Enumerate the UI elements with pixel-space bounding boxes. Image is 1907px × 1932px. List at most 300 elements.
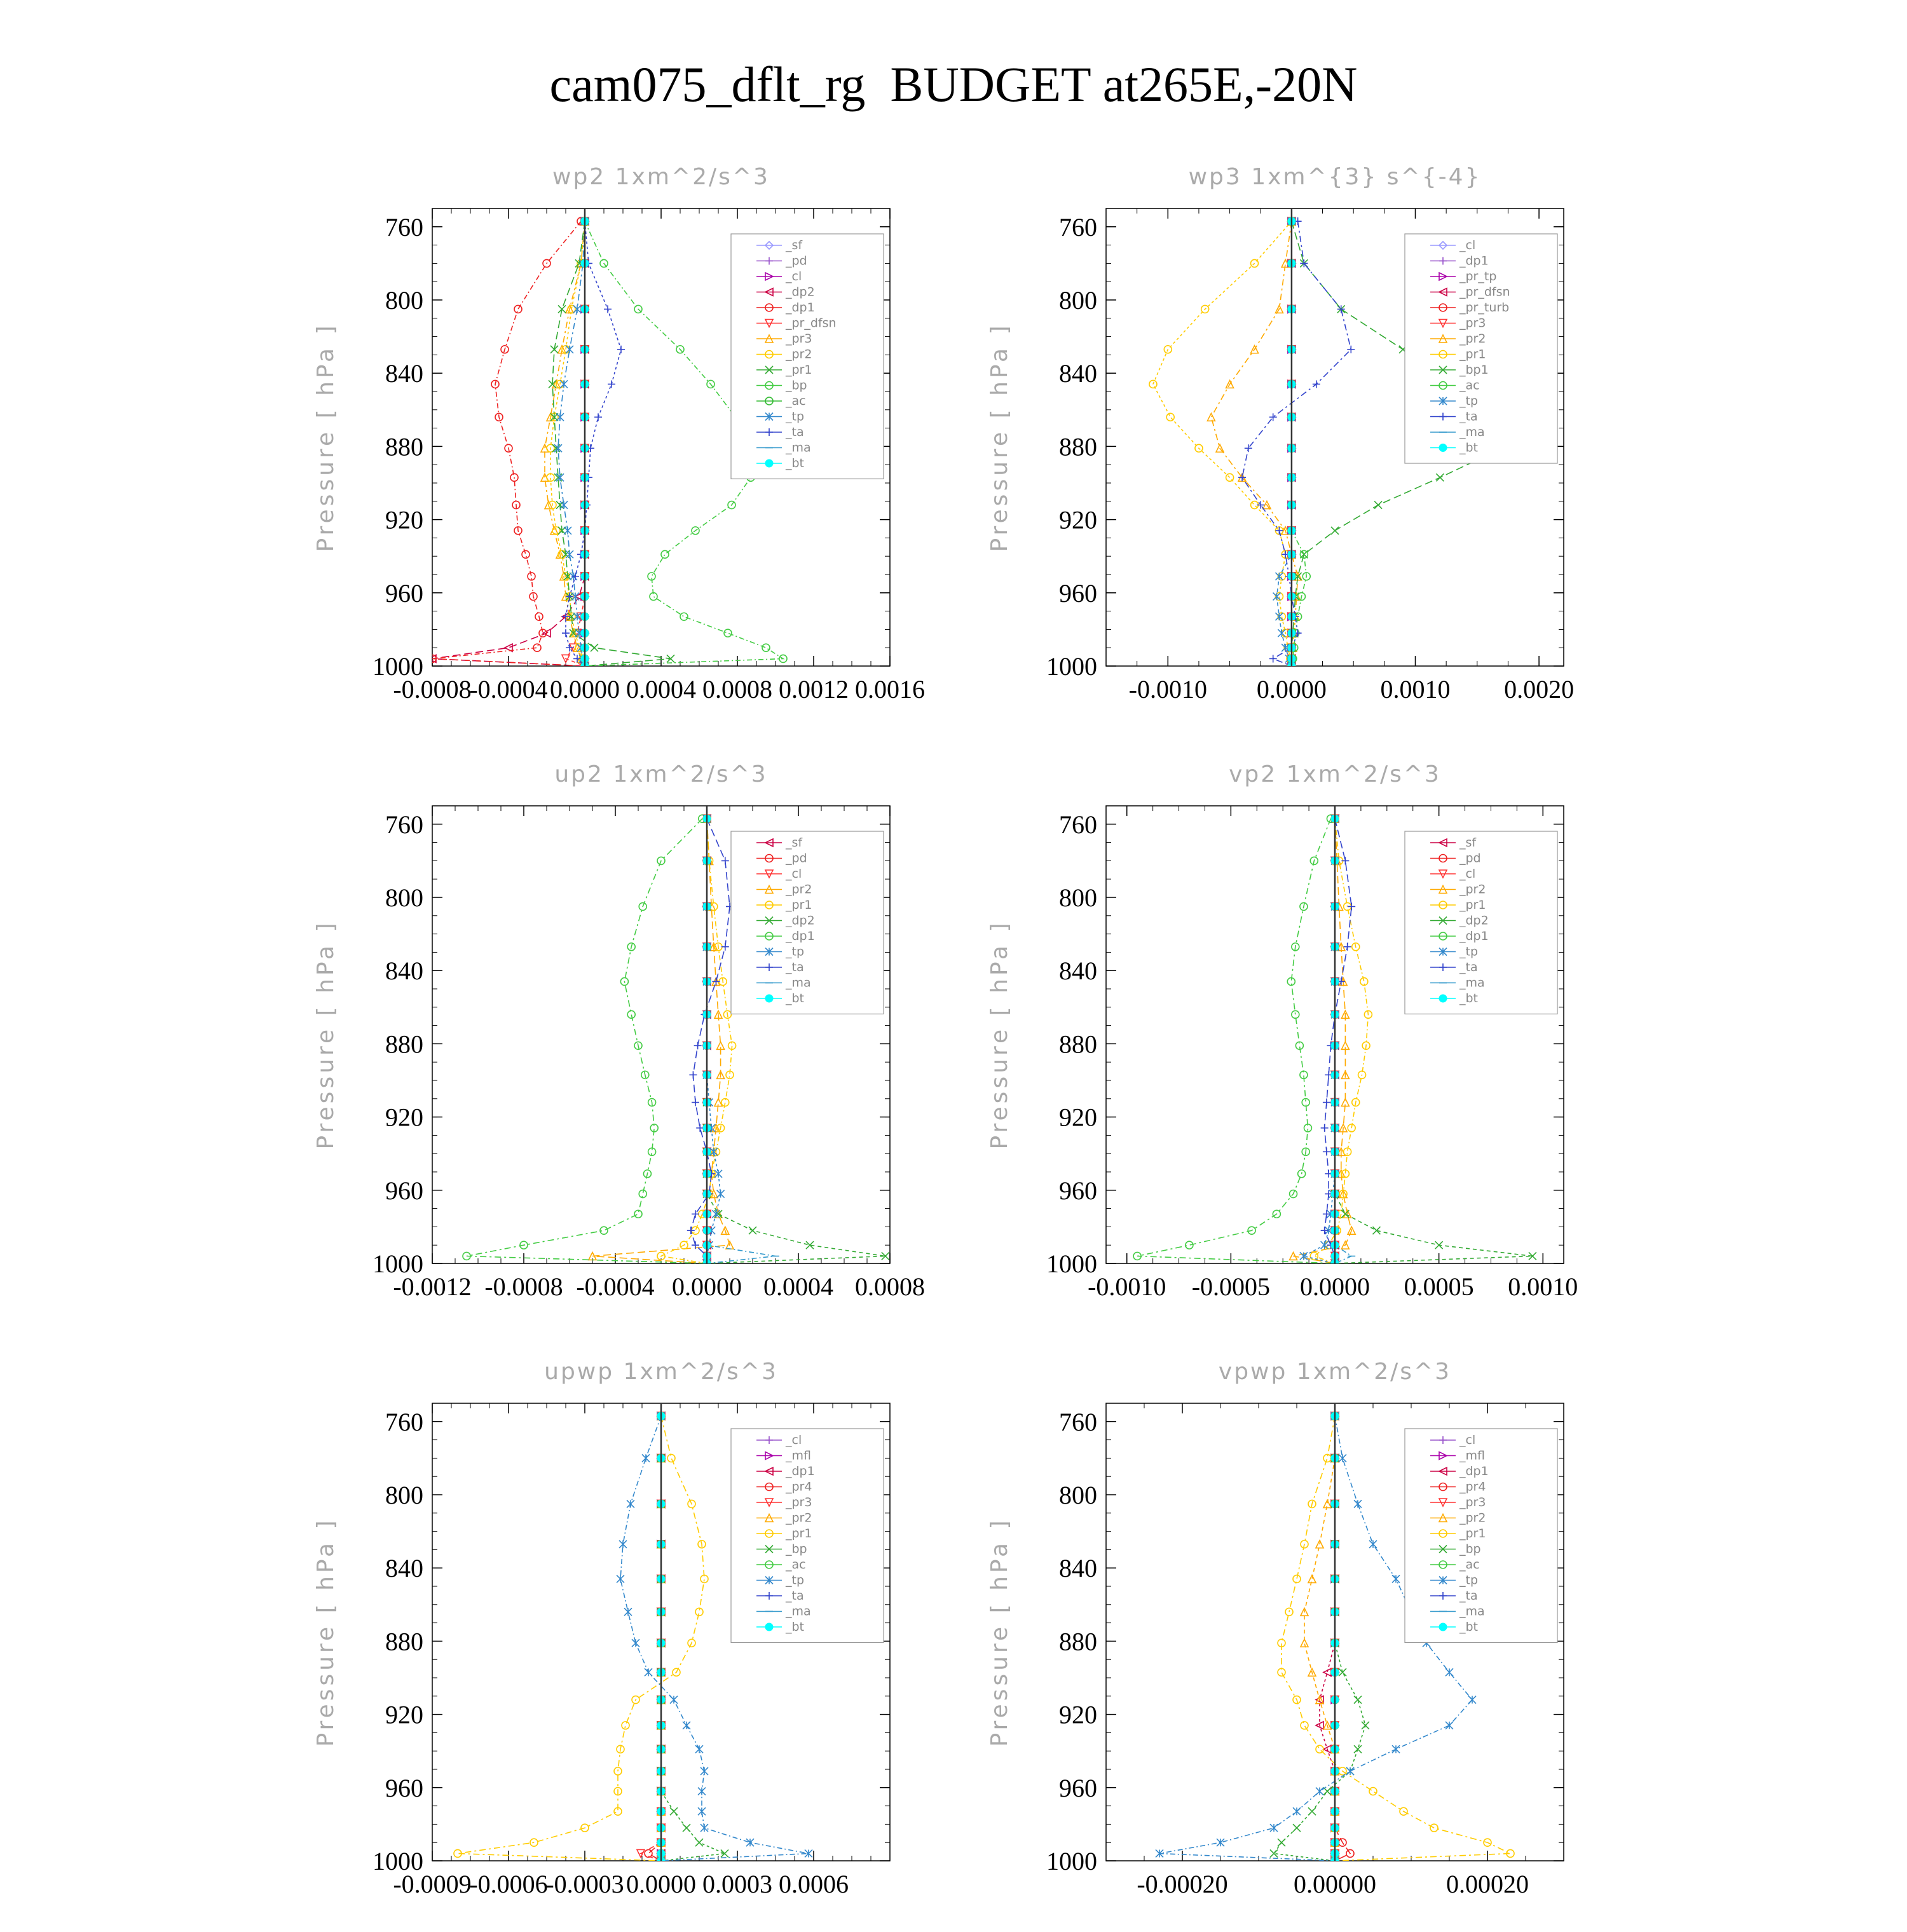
data-point: [1331, 527, 1339, 534]
legend-label: _dp1: [1459, 254, 1489, 268]
x-tick-label: 0.0006: [779, 1870, 849, 1898]
data-point: [1217, 1839, 1224, 1846]
data-point: [1369, 1541, 1377, 1548]
data-point: [1308, 1807, 1316, 1815]
legend-label: _ac: [786, 1558, 806, 1572]
legend-label: _dp1: [1459, 1464, 1489, 1478]
data-point: [550, 527, 558, 534]
y-tick-label: 800: [1059, 1481, 1097, 1509]
y-tick-label: 960: [385, 1176, 423, 1205]
data-point: [667, 1454, 675, 1462]
data-point: [701, 1767, 708, 1775]
y-tick-label: 960: [385, 1773, 423, 1802]
data-point: [1341, 1210, 1349, 1218]
series-markers_pr2: [1301, 1412, 1339, 1865]
data-point: [591, 644, 598, 651]
y-tick-label: 800: [385, 286, 423, 315]
y-axis-label: Pressure [ hPa ]: [313, 1517, 339, 1747]
data-point: [683, 1824, 690, 1832]
x-tick-label: -0.0005: [1191, 1272, 1271, 1301]
data-point: [1323, 1099, 1330, 1106]
series-line_pr1: [458, 1416, 704, 1861]
legend-marker: [765, 1623, 773, 1631]
legend-marker: [765, 995, 773, 1002]
legend-label: _pd: [786, 851, 807, 866]
legend-label: _pr2: [786, 882, 812, 897]
legend-label: _dp2: [1459, 913, 1489, 928]
legend-label: _tp: [786, 1573, 805, 1588]
data-point: [1369, 1788, 1377, 1795]
data-point: [514, 305, 522, 313]
chart-title: wp2 1xm^2/s^3: [552, 164, 770, 190]
legend-marker: [1439, 995, 1447, 1002]
series-markers_bp: [1270, 1412, 1369, 1865]
data-point: [1166, 413, 1174, 421]
y-tick-label: 920: [385, 1103, 423, 1132]
data-point: [712, 977, 720, 985]
legend-label: _bt: [1459, 991, 1479, 1005]
x-tick-label: 0.0000: [626, 1870, 696, 1898]
series-line_pr2: [1211, 221, 1297, 666]
legend-label: _pr_turb: [1459, 301, 1510, 315]
y-tick-label: 1000: [373, 1249, 423, 1278]
y-tick-label: 1000: [1046, 652, 1097, 681]
series-markers_pr1: [657, 815, 736, 1267]
legend-label: _ta: [786, 425, 804, 439]
legend-label: _pr_tp: [1459, 269, 1497, 283]
legend-label: _pr2: [1459, 1511, 1486, 1525]
data-point: [749, 1227, 756, 1234]
legend-label: _bt: [786, 991, 805, 1005]
legend-label: _pr4: [1459, 1480, 1486, 1494]
y-axis-label: Pressure [ hPa ]: [987, 920, 1013, 1150]
y-tick-label: 1000: [373, 652, 423, 681]
legend-label: _pr1: [1459, 347, 1486, 362]
y-tick-label: 1000: [1046, 1249, 1097, 1278]
y-tick-label: 760: [1059, 810, 1097, 839]
data-point: [1374, 501, 1382, 509]
data-point: [622, 1722, 629, 1729]
y-tick-label: 840: [1059, 956, 1097, 986]
x-tick-label: -0.0004: [469, 675, 548, 704]
data-point: [1292, 1010, 1299, 1018]
data-point: [689, 1071, 697, 1078]
data-point: [608, 380, 615, 388]
series-markers_pr2: [547, 217, 589, 670]
y-tick-label: 880: [1059, 1627, 1097, 1656]
data-point: [721, 943, 729, 951]
y-tick-label: 840: [1059, 1554, 1097, 1583]
legend-label: _pr1: [786, 1527, 812, 1541]
legend-marker: [765, 459, 773, 467]
chart-up2: [292, 750, 992, 1335]
legend-label: _pr1: [786, 363, 812, 377]
legend-label: _ta: [786, 960, 804, 974]
y-tick-label: 840: [385, 359, 423, 388]
data-point: [1293, 1824, 1301, 1832]
data-point: [566, 644, 573, 651]
x-tick-label: 0.0000: [1256, 675, 1327, 704]
y-tick-label: 920: [1059, 1700, 1097, 1729]
series-line_pr1: [1153, 221, 1292, 666]
x-tick-label: -0.0009: [393, 1870, 472, 1898]
series-markers_pr2: [589, 815, 734, 1267]
legend-label: _bt: [1459, 440, 1479, 455]
series-markers_pr1: [454, 1412, 708, 1865]
data-point: [1341, 857, 1349, 864]
data-point: [562, 629, 570, 637]
data-point: [522, 550, 530, 558]
y-tick-label: 920: [385, 1700, 423, 1729]
series-markers_dp1: [1133, 815, 1339, 1267]
legend-label: _dp1: [1459, 929, 1489, 943]
data-point: [560, 501, 568, 509]
legend-label: _sf: [1459, 836, 1477, 850]
page-title: cam075_dflt_rg BUDGET at265E,-20N: [549, 57, 1358, 112]
series-markers_dp1: [428, 217, 589, 670]
data-point: [554, 444, 562, 452]
legend-label: _pr1: [1459, 898, 1486, 912]
data-point: [634, 1210, 642, 1218]
legend-label: _tp: [786, 944, 805, 959]
data-point: [1238, 473, 1246, 481]
y-tick-label: 960: [1059, 1176, 1097, 1205]
data-point: [1321, 1124, 1329, 1132]
data-point: [698, 1788, 706, 1795]
x-tick-label: 0.0005: [1404, 1272, 1474, 1301]
data-point: [1372, 1227, 1380, 1234]
data-point: [566, 550, 573, 558]
data-point: [724, 629, 732, 637]
data-point: [1339, 1668, 1346, 1676]
data-point: [1301, 1722, 1308, 1729]
legend-label: _dp1: [786, 929, 815, 943]
data-point: [1269, 655, 1277, 662]
legend-label: _cl: [786, 1433, 802, 1447]
legend-label: _dp1: [786, 301, 815, 315]
data-point: [1354, 1500, 1362, 1507]
data-point: [1278, 1668, 1285, 1676]
data-point: [1446, 1668, 1453, 1676]
data-point: [1300, 1252, 1308, 1260]
y-axis-label: Pressure [ hPa ]: [987, 1517, 1013, 1747]
chart-wp3: [966, 153, 1665, 737]
legend-label: _bt: [786, 1620, 805, 1634]
data-point: [1339, 1454, 1346, 1462]
legend-label: _cl: [786, 269, 802, 283]
data-point: [1348, 902, 1355, 910]
legend-label: _bp: [786, 1542, 807, 1556]
data-point: [566, 346, 573, 353]
legend-label: _pd: [1459, 851, 1481, 866]
x-tick-label: 0.0010: [1380, 675, 1451, 704]
chart-title: vp2 1xm^2/s^3: [1229, 761, 1441, 787]
data-point: [1392, 1575, 1400, 1582]
series-line_ta: [566, 221, 621, 666]
y-axis-label: Pressure [ hPa ]: [987, 322, 1013, 552]
legend-label: _sf: [786, 238, 803, 252]
data-point: [1293, 1807, 1301, 1815]
data-point: [1308, 1575, 1316, 1582]
data-point: [692, 1210, 699, 1218]
legend-marker: [1439, 444, 1447, 452]
x-tick-label: -0.0003: [545, 1870, 624, 1898]
data-point: [1354, 1745, 1362, 1753]
y-tick-label: 880: [385, 432, 423, 461]
legend-label: _pr3: [1459, 316, 1486, 330]
data-point: [556, 473, 564, 481]
series-markers_pr1: [1310, 815, 1372, 1267]
y-tick-label: 800: [1059, 286, 1097, 315]
y-tick-label: 960: [385, 578, 423, 608]
data-point: [1293, 1575, 1301, 1582]
legend-label: _ac: [1459, 378, 1480, 393]
data-point: [1270, 1824, 1278, 1832]
y-tick-label: 760: [1059, 212, 1097, 242]
data-point: [692, 1099, 699, 1106]
x-tick-label: 0.0016: [855, 675, 925, 704]
legend-label: _ma: [1459, 425, 1485, 439]
data-point: [670, 1696, 678, 1704]
series-markers_pr3: [541, 217, 589, 670]
x-tick-label: 0.0012: [779, 675, 849, 704]
data-point: [1354, 1696, 1362, 1704]
x-tick-label: -0.0008: [484, 1272, 563, 1301]
series-markers_dp1: [463, 815, 711, 1267]
chart-vpwp: [966, 1347, 1665, 1932]
data-point: [573, 613, 581, 620]
y-tick-label: 960: [1059, 1773, 1097, 1802]
data-point: [564, 527, 571, 534]
data-point: [573, 305, 581, 313]
legend-label: _mfl: [786, 1448, 811, 1463]
y-tick-label: 920: [385, 505, 423, 534]
data-point: [604, 305, 612, 313]
y-axis-label: Pressure [ hPa ]: [313, 920, 339, 1150]
x-tick-label: -0.0006: [469, 1870, 548, 1898]
series-markers_pr1: [549, 217, 674, 670]
chart-title: wp3 1xm^{3} s^{-4}: [1188, 164, 1482, 190]
legend-label: _ma: [1459, 1604, 1485, 1619]
data-point: [1346, 1767, 1354, 1775]
legend-label: _bp: [786, 378, 807, 393]
legend-label: _cl: [1459, 1433, 1476, 1447]
legend-label: _cl: [1459, 238, 1476, 252]
y-tick-label: 1000: [373, 1847, 423, 1875]
chart-wp2: [292, 153, 992, 737]
legend-label: _bp1: [1459, 363, 1489, 377]
data-point: [695, 1839, 703, 1846]
legend-label: _ac: [1459, 1558, 1480, 1572]
legend-label: _bp: [1459, 1542, 1481, 1556]
data-point: [1207, 413, 1215, 421]
data-point: [1323, 1210, 1330, 1218]
data-point: [627, 1500, 634, 1507]
series-markers_pr2: [1207, 217, 1301, 670]
legend-label: _tp: [786, 409, 805, 424]
legend-label: _pr1: [1459, 1527, 1486, 1541]
series-markers_tp: [1300, 815, 1339, 1267]
y-tick-label: 800: [385, 1481, 423, 1509]
data-point: [694, 1042, 702, 1049]
legend-label: _tp: [1459, 394, 1479, 408]
legend-label: _pr_dfsn: [786, 316, 837, 330]
data-point: [717, 1190, 725, 1198]
data-point: [746, 1839, 754, 1846]
y-tick-label: 760: [385, 810, 423, 839]
data-point: [701, 1824, 708, 1832]
data-point: [695, 1745, 703, 1753]
x-tick-label: -0.0010: [1088, 1272, 1166, 1301]
legend-label: _pr2: [786, 347, 812, 362]
data-point: [1321, 1227, 1329, 1234]
legend-label: _dp1: [786, 1464, 815, 1478]
data-point: [624, 1608, 632, 1616]
y-tick-label: 880: [385, 1627, 423, 1656]
data-point: [683, 1722, 690, 1729]
data-point: [1316, 1788, 1323, 1795]
series-line_dp1: [1137, 819, 1335, 1263]
y-tick-label: 880: [1059, 432, 1097, 461]
data-point: [1273, 593, 1281, 601]
series-line_pr1: [661, 819, 732, 1263]
data-point: [698, 1807, 706, 1815]
legend-label: _ta: [786, 1589, 804, 1603]
legend-label: _dp2: [786, 913, 815, 928]
x-tick-label: 0.0003: [702, 1870, 772, 1898]
y-tick-label: 920: [1059, 505, 1097, 534]
legend-label: _pr2: [1459, 332, 1486, 346]
legend-marker: [1439, 1623, 1447, 1631]
y-tick-label: 920: [1059, 1103, 1097, 1132]
y-tick-label: 880: [385, 1030, 423, 1059]
chart-vp2: [966, 750, 1665, 1335]
legend-label: _bt: [786, 456, 805, 470]
data-point: [619, 1541, 627, 1548]
data-point: [1278, 1839, 1285, 1846]
x-tick-label: -0.0012: [393, 1272, 472, 1301]
x-tick-label: 0.0000: [550, 675, 620, 704]
data-point: [680, 613, 688, 620]
data-point: [617, 1575, 624, 1582]
chart-title: upwp 1xm^2/s^3: [544, 1359, 778, 1385]
data-point: [1468, 1696, 1476, 1704]
data-point: [1446, 1722, 1453, 1729]
legend-label: _ta: [1459, 409, 1478, 424]
data-point: [645, 1668, 652, 1676]
data-point: [670, 1807, 678, 1815]
chart-title: vpwp 1xm^2/s^3: [1218, 1359, 1452, 1385]
legend-label: _pr2: [1459, 882, 1486, 897]
x-tick-label: 0.0020: [1504, 675, 1575, 704]
series-markers_ta: [562, 217, 625, 670]
x-tick-label: 0.0004: [763, 1272, 833, 1301]
legend-label: _pr1: [786, 898, 812, 912]
legend-label: _pr3: [786, 332, 812, 346]
data-point: [1362, 1722, 1369, 1729]
data-point: [627, 1010, 635, 1018]
legend-label: _cl: [786, 867, 802, 881]
legend-label: _sf: [786, 836, 803, 850]
legend-label: _pd: [786, 254, 807, 268]
y-tick-label: 880: [1059, 1030, 1097, 1059]
data-point: [661, 550, 669, 558]
legend-label: _ac: [786, 394, 806, 408]
data-point: [1275, 613, 1283, 620]
data-point: [1316, 1745, 1323, 1753]
legend-label: _dp2: [786, 285, 815, 299]
y-tick-label: 760: [1059, 1407, 1097, 1436]
series-line_dp1: [467, 819, 707, 1263]
legend-label: _ta: [1459, 960, 1478, 974]
data-point: [1392, 1745, 1400, 1753]
series-line_pr1: [552, 221, 671, 666]
data-point: [721, 857, 729, 864]
x-tick-label: 0.0004: [626, 675, 696, 704]
legend-label: _pr3: [786, 1495, 812, 1509]
data-point: [639, 1190, 646, 1198]
data-point: [632, 1639, 639, 1647]
data-point: [560, 380, 568, 388]
y-tick-label: 960: [1059, 578, 1097, 608]
legend-label: _ta: [1459, 1589, 1478, 1603]
chart-upwp: [292, 1347, 992, 1932]
x-tick-label: 0.0010: [1508, 1272, 1578, 1301]
series-line_pr2: [1294, 819, 1352, 1263]
x-tick-label: -0.0010: [1128, 675, 1207, 704]
data-point: [556, 413, 564, 421]
legend-label: _mfl: [1459, 1448, 1485, 1463]
series-markers_pr2: [1290, 815, 1356, 1267]
x-tick-label: -0.0004: [576, 1272, 655, 1301]
series-markers_dp2: [428, 217, 589, 670]
data-point: [1436, 473, 1444, 481]
legend-label: _pr3: [1459, 1495, 1486, 1509]
data-point: [1323, 1668, 1331, 1676]
data-point: [617, 346, 625, 353]
legend-label: _bt: [1459, 1620, 1479, 1634]
x-tick-label: 0.00000: [1294, 1870, 1376, 1898]
y-tick-label: 840: [1059, 359, 1097, 388]
x-tick-label: -0.0008: [393, 675, 472, 704]
x-tick-label: -0.00020: [1137, 1870, 1228, 1898]
data-point: [594, 413, 602, 421]
legend-label: _ma: [786, 1604, 811, 1619]
series-markers_pr1: [1149, 217, 1295, 670]
y-tick-label: 1000: [1046, 1847, 1097, 1875]
chart-title: up2 1xm^2/s^3: [554, 761, 768, 787]
legend-label: _pr4: [786, 1480, 812, 1494]
y-tick-label: 800: [1059, 883, 1097, 912]
x-tick-label: 0.00020: [1446, 1870, 1529, 1898]
data-point: [687, 1227, 695, 1234]
x-tick-label: 0.0008: [855, 1272, 925, 1301]
legend-label: _tp: [1459, 1573, 1479, 1588]
legend-label: _cl: [1459, 867, 1476, 881]
data-point: [1278, 629, 1285, 637]
y-tick-label: 760: [385, 1407, 423, 1436]
y-tick-label: 840: [385, 1554, 423, 1583]
data-point: [762, 644, 770, 651]
legend-label: _ma: [786, 440, 811, 455]
data-point: [696, 1124, 704, 1132]
data-point: [1186, 1241, 1193, 1249]
legend-label: _pr2: [786, 1511, 812, 1525]
data-point: [642, 1454, 650, 1462]
y-tick-label: 800: [385, 883, 423, 912]
data-point: [1323, 1148, 1330, 1155]
data-point: [1275, 573, 1283, 580]
